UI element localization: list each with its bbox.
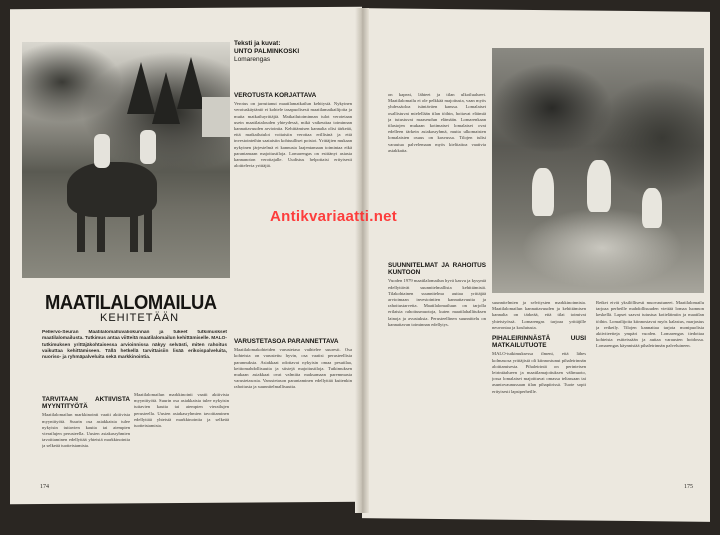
body-text: Maatilalomakohteiden varustetaso vaihtelee suuresti. Osa kohteista on varustettu hyvin, osa vaatisi perusteellisia parannuksia. Asiakkaat odottavat nykyisin omaa pesutilaa, keittomahdollisuutta ja siistejä majoitustiloja. Tutkimuksen mukaan asiakkaat ovat valmiita maksamaan paremmasta varustetasosta. Varustetason parantaminen edellyttää kuitenkin rahoitusta ja suunnitelmallisuutta.	[234, 347, 352, 390]
article-column	[388, 92, 486, 250]
body-text: Maatilalomailun markkinointi vaatii aktiivista myyntityötä. Suurin osa asiakkaista tulee nykyisin tuttavien kautta tai aiempien vierailujen perusteella. Uusien asiakasryhmien tavoittaminen edellyttää yhteistä markkinointia ja selkeää tuotteistamista.	[42, 412, 130, 449]
article-headline: MAATILALOMAILUA	[45, 292, 217, 314]
article-column	[42, 392, 130, 484]
right-page-number: 175	[684, 484, 693, 490]
left-page-number: 174	[40, 484, 49, 490]
body-text: Maatilalomailun markkinointi vaatii aktiivista myyntityötä. Suurin osa asiakkaista tulee nykyisin tuttavien kautta tai aiempien vierailujen perusteella. Uusien asiakasryhmien tavoittaminen edellyttää yhteistä markkinointia ja selkeää tuotteistamista.	[134, 392, 229, 429]
byline-credit: Teksti ja kuvat:	[234, 40, 281, 47]
section-heading: TARVITAAN AKTIIVISTA MYYNTITYÖTÄ	[42, 396, 130, 411]
article-subheadline: KEHITETÄÄN	[100, 312, 180, 324]
body-text: Vuoden 1979 maatilalomailun hyvä kasvu ja kysyntä edellyttävät suunnitelmallista kehittämistä. Tilakohtainen suunnitelma auttaa yrittäjää arvioimaan investointien kannattavuutta ja rahoitustarvetta. Maatilalomailuun on tarjolla erilaisia rahoitusmuotoja, kuten maatilahallituksen lainoja ja avustuksia. Perusteellinen suunnittelu on kannattavan toiminnan edellytys.	[388, 278, 486, 327]
body-text: on kapeat, lähteet ja tilan ulkoilualueet. Maatilalomailu ei ole pelkkää majoitusta, vaan myös yhdessäoloa isäntäväen kanssa. Lomalaiset osallistuvat mielellään tilan töihin, hoitavat eläimiä ja tutustuvat maaseudun elämään. Lomarenkaan tilastojen mukaan kotimaiset lomalaiset ovat edelleen tärkein asiakasryhmä, mutta ulkomaisten lomalaisten osuus on kasvussa. Tilojen tulisi varautua palvelemaan myös kielitaitoa vaativia asiakkaita.	[388, 92, 486, 153]
lead-paragraph: Pellervo-Seuran Maatilalomalluvaliokunnan ja tukeet tutkimuskset maatilalomailusta. Tutkimus antaa viitteitä maatilalomailun kehittämiselle. MALO-tutkimuksen yrittäjäkohtaisessa arvioinnissa näkyy selvästi, miten rahoitus vaikuttaa kehittämiseen. Tällä hetkellä tarvittaisiin lisää erikoispalveluita, nuoriso- ja ryhmäpalveluita sekä markkinointia.	[42, 330, 227, 361]
section-heading: VARUSTETASOA PARANNETTAVA	[234, 338, 339, 345]
section-heading: PIHALEIRINNÄSTÄ UUSI MATKAILUTUOTE	[492, 335, 586, 350]
section-heading: VEROTUSTA KORJATTAVA	[234, 92, 317, 99]
body-text: Verotus on jarruttanut maatilamatkailun kehitystä. Nykyinen verotuskäytäntö ei kohtele tasapuolisesti maatilamatkailijoita ja muita matkailuyrittäjiä. Matkailutoiminnan tulot verotetaan usein maatilatalouden yhteydessä, mikä vaikeuttaa toiminnan kannattavuuden arviointia. Kehittämisen kannalta olisi tärkeää, että matkailutulot voitaisiin verottaa erillisinä ja että investointeihin saataisiin kohtuulliset poistot. Yrittäjien mukaan nykyinen järjestelmä ei kannusta laajentamaan toimintaa eikä parantamaan majoitustiloja. Lomarengas on esittänyt asiasta kannanoton verottajalle. Uudistus helpottaisi erityisesti aloittelevia yrittäjiä.	[234, 101, 352, 169]
horse-riding-photo	[22, 42, 230, 278]
article-column	[492, 300, 586, 480]
byline-author: UNTO PALMINKOSKI	[234, 48, 300, 55]
article-column	[388, 258, 486, 480]
body-text: suunnitelmien ja selvitysten markkinoinnista. Maatilalomailun kannattavuuden ja kehittämisen kannalta on tärkeää, että tilat toimivat yhteistyössä. Lomarengas tarjoaa yrittäjille neuvontaa ja koulutusta.	[492, 300, 586, 330]
article-column	[234, 334, 352, 484]
body-text: MALO-tutkimuksessa ilmeni, että lähes kolmasosa yrittäjistä oli kiinnostunut pihaleirinnän aloittamisesta. Pihaleirintä on perinteisen leirintäalueen ja maatilamajoituksen välimuoto, jossa lomalaiset majoittuvat omassa teltassaan tai asuntovaunussaan tilan pihapiirissä. Tuote sopii erityisesti lapsiperheille.	[492, 351, 586, 394]
watermark: Antikvariaatti.net	[270, 208, 398, 225]
article-column	[134, 392, 229, 484]
page-gutter	[355, 8, 369, 513]
section-heading: SUUNNITELMAT JA RAHOITUS KUNTOON	[388, 262, 486, 277]
outdoor-people-photo	[492, 48, 704, 293]
body-text: Retket eivät yksilöllisesti muovautuneet. Maatilalomailu tarjoaa perheille mahdollisuuden viettää lomaa luonnon keskellä. Lapset saavat tutustua kotieläimiin ja maatilan töihin. Lomailijoita kiinnostavat myös kalastus, marjastus ja retkeily. Tilojen kannattaa tarjota monipuolisia aktiviteetteja ympäri vuoden. Lomarengas tiedottaa kohteista esitteissään ja auttaa varausten hoidossa. Lomarengas käynnistää pihaleirinnän palveluineen.	[596, 300, 704, 349]
article-column	[596, 300, 704, 480]
byline-organization: Lomarengas	[234, 56, 271, 63]
byline	[234, 40, 350, 64]
